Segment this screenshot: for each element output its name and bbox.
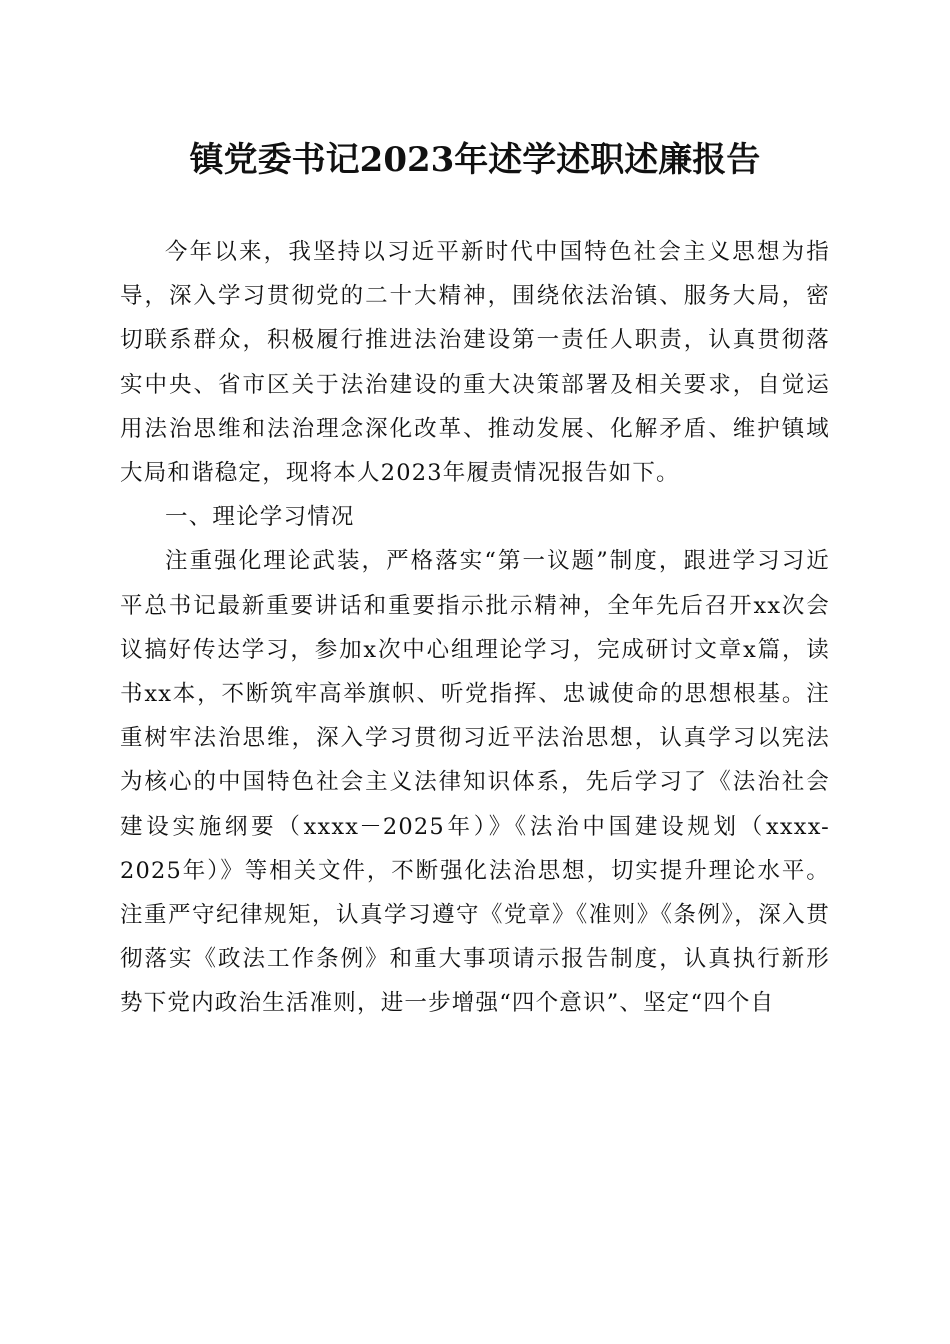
intro-paragraph: 今年以来，我坚持以习近平新时代中国特色社会主义思想为指导，深入学习贯彻党的二十大精神，围绕依法治镇、服务大局，密切联系群众，积极履行推进法治建设第一责任人职责，认真贯彻落实中央、省市区关于法治建设的重大决策部署及相关要求，自觉运用法治思维和法治理念深化改革、推动发展、化解矛盾、维护镇域大局和谐稳定，现将本人2023年履责情况报告如下。 [120,239,830,487]
section-heading: 一、理论学习情况 [165,504,355,531]
document-title: 镇党委书记2023年述学述职述廉报告 [189,140,761,180]
section-paragraph: 注重强化理论武装，严格落实“第一议题”制度，跟进学习习近平总书记最新重要讲话和重要指示批示精神，全年先后召开xx次会议搞好传达学习，参加x次中心组理论学习，完成研讨文章x篇，读书xx本，不断筑牢高举旗帜、听党指挥、忠诚使命的思想根基。注重树牢法治思维，深入学习贯彻习近平法治思想，认真学习以宪法为核心的中国特色社会主义法律知识体系，先后学习了《法治社会建设实施纲要（xxxx－2025年）》《法治中国建设规划（xxxx-2025年）》等相关文件，不断强化法治思想，切实提升理论水平。注重严守纪律规矩，认真学习遵守《党章》《准则》《条例》，深入贯彻落实《政法工作条例》和重大事项请示报告制度，认真执行新形势下党内政治生活准则，进一步增强“四个意识”、坚定“四个自 [120,548,830,1017]
document-body [120,230,830,1026]
